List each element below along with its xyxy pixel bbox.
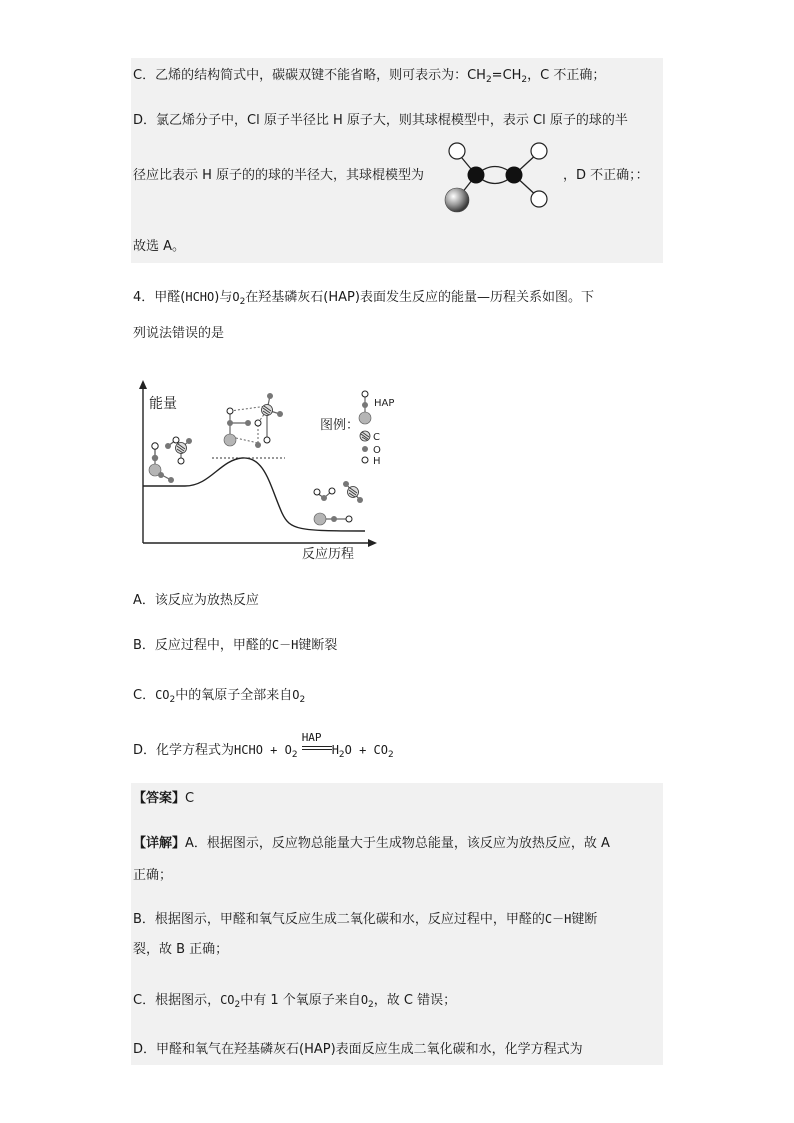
transition-state-icon bbox=[224, 393, 283, 448]
explanation-a-line2: 正确； bbox=[133, 868, 173, 883]
explanation-a-line1: 【详解】A．根据图示，反应物总能量大于生成物总能量，该反应为放热反应，故 A bbox=[133, 836, 610, 851]
explanation-d: D．甲醛和氧气在羟基磷灰石(HAP)表面反应生成二氧化碳和水，化学方程式为 bbox=[133, 1042, 583, 1057]
explanation-label: 【详解】 bbox=[133, 836, 186, 851]
h-atom-icon bbox=[531, 143, 547, 159]
prev-answer-d-line2b: ，D 不正确；： bbox=[563, 168, 649, 183]
legend-c: C bbox=[373, 432, 380, 443]
product-h2o-icon bbox=[314, 488, 335, 501]
y-axis-label: 能量 bbox=[149, 396, 177, 412]
option-a: A．该反应为放热反应 bbox=[133, 593, 259, 608]
option-b: B．反应过程中，甲醛的C－H键断裂 bbox=[133, 638, 338, 653]
prev-answer-d-line1: D．氯乙烯分子中，Cl 原子半径比 H 原子大，则其球棍模型中，表示 Cl 原子的球的半 bbox=[133, 113, 628, 128]
prev-answer-d-line2a: 径应比表示 H 原子的的球的半径大，其球棍模型为 bbox=[133, 168, 425, 183]
catalyst-label: HAP bbox=[301, 731, 322, 744]
prev-answer-c: C．乙烯的结构简式中，碳碳双键不能省略，则可表示为：$CH_2=CH_2$，C 不正确； bbox=[133, 68, 606, 85]
answer-line bbox=[133, 790, 194, 808]
legend-o: O bbox=[373, 445, 381, 456]
cl-atom-icon bbox=[445, 188, 469, 212]
reactant-hap-icon bbox=[149, 443, 174, 483]
option-c: C．$CO_2$中的氧原子全部来自$O_2$ bbox=[133, 688, 306, 705]
reactant-hcho-icon bbox=[165, 437, 192, 464]
product-co2-icon bbox=[343, 481, 363, 503]
x-axis-arrow bbox=[368, 539, 377, 547]
legend-hap: HAP bbox=[374, 398, 395, 409]
option-d: D．化学方程式为HCHO + $O_2$ HAP $H_2O + CO_2$ bbox=[133, 731, 394, 760]
c-atom-icon bbox=[468, 167, 485, 184]
h-atom-icon bbox=[531, 191, 547, 207]
legend-h: H bbox=[373, 456, 381, 467]
prev-answer-conclusion: 故选 A。 bbox=[133, 239, 186, 254]
question-stem-line2: 列说法错误的是 bbox=[133, 326, 225, 341]
explanation-b-line1: B．根据图示，甲醛和氧气反应生成二氧化碳和水，反应过程中，甲醛的C－H键断 bbox=[133, 912, 598, 927]
explanation-c: C．根据图示，$CO_2$中有 1 个氧原子来自$O_2$，故 C 错误； bbox=[133, 993, 457, 1010]
answer-value: C bbox=[185, 791, 195, 806]
reaction-condition bbox=[301, 731, 332, 760]
h-atom-icon bbox=[449, 143, 465, 159]
x-axis-label: 反应历程 bbox=[302, 547, 355, 562]
product-hap-icon bbox=[314, 513, 352, 525]
chloroethene-model bbox=[440, 138, 555, 218]
c-atom-icon bbox=[506, 167, 523, 184]
energy-diagram bbox=[130, 378, 410, 568]
question-stem-line1: 4．甲醛(HCHO)与$O_2$在羟基磷灰石(HAP)表面发生反应的能量—历程关系如图。下 bbox=[133, 290, 594, 307]
y-axis-arrow bbox=[139, 380, 147, 389]
legend bbox=[320, 391, 394, 467]
explanation-b-line2: 裂，故 B 正确； bbox=[133, 942, 229, 957]
legend-title: 图例： bbox=[320, 418, 360, 433]
answer-label: 【答案】 bbox=[133, 791, 186, 806]
